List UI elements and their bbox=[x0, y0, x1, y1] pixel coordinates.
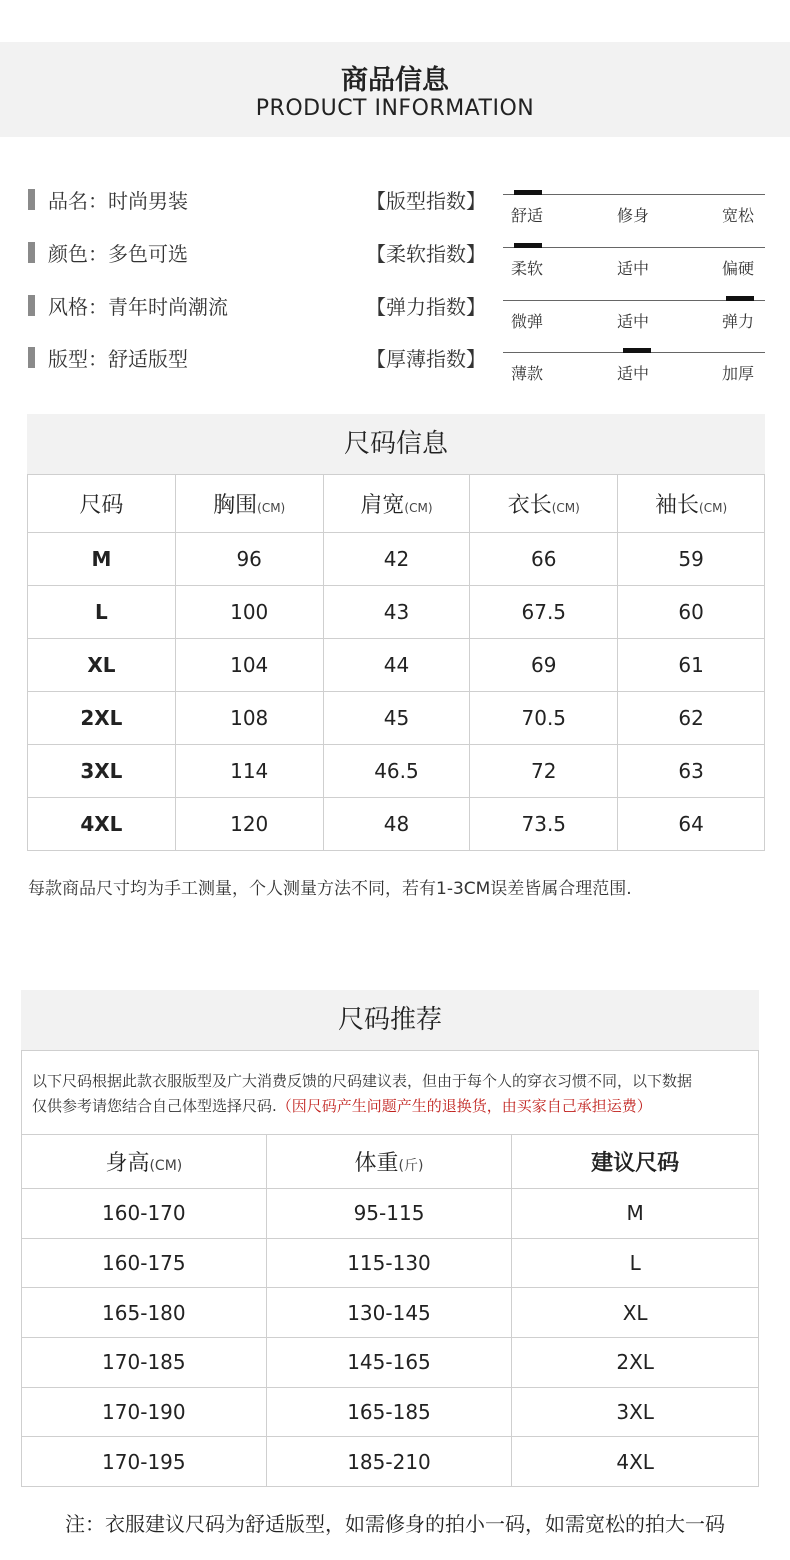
size-cell: 4XL bbox=[28, 798, 176, 851]
measure-cell: 43 bbox=[323, 586, 470, 639]
measure-cell: 45 bbox=[323, 692, 470, 745]
col-header-weight: 体重(斤) bbox=[266, 1135, 512, 1189]
info-row bbox=[0, 289, 790, 329]
suggested-size-cell: XL bbox=[512, 1288, 759, 1338]
table-row bbox=[28, 745, 765, 798]
col-header-size: 尺码 bbox=[28, 475, 176, 533]
col-header-chest: 胸围(CM) bbox=[175, 475, 323, 533]
scale-line bbox=[503, 194, 765, 195]
size-cell: XL bbox=[28, 639, 176, 692]
page-subtitle: PRODUCT INFORMATION bbox=[255, 96, 535, 121]
recommend-description bbox=[21, 1050, 759, 1134]
size-table bbox=[27, 474, 765, 851]
table-row bbox=[22, 1189, 759, 1239]
scale-label: 宽松 bbox=[722, 206, 755, 225]
scale-label: 适中 bbox=[617, 364, 650, 383]
measure-cell: 64 bbox=[618, 798, 765, 851]
measure-cell: 96 bbox=[175, 533, 323, 586]
height-cell: 170-185 bbox=[22, 1338, 267, 1388]
index-title: 【厚薄指数】 bbox=[366, 347, 486, 371]
height-cell: 170-195 bbox=[22, 1437, 267, 1487]
height-cell: 170-190 bbox=[22, 1387, 267, 1437]
scale-selected-marker bbox=[514, 243, 542, 248]
table-row bbox=[28, 533, 765, 586]
measure-cell: 72 bbox=[470, 745, 618, 798]
suggested-size-cell: 4XL bbox=[512, 1437, 759, 1487]
scale-label: 修身 bbox=[617, 206, 650, 225]
table-row bbox=[28, 586, 765, 639]
measure-cell: 44 bbox=[323, 639, 470, 692]
measure-cell: 114 bbox=[175, 745, 323, 798]
measure-cell: 60 bbox=[618, 586, 765, 639]
scale-label: 薄款 bbox=[511, 364, 544, 383]
measure-cell: 63 bbox=[618, 745, 765, 798]
size-note: 每款商品尺寸均为手工测量，个人测量方法不同，若有1-3CM误差皆属合理范围. bbox=[28, 879, 632, 899]
recommend-desc-line2: 仅供参考请您结合自己体型选择尺码.（因尺码产生问题产生的退换货，由买家自己承担运费） bbox=[32, 1097, 652, 1115]
info-bar-marker bbox=[28, 242, 35, 263]
weight-cell: 95-115 bbox=[266, 1189, 512, 1239]
fit-note: 注：衣服建议尺码为舒适版型，如需修身的拍小一码，如需宽松的拍大一码 bbox=[65, 1512, 725, 1536]
size-cell: 3XL bbox=[28, 745, 176, 798]
scale-label: 微弹 bbox=[511, 312, 544, 331]
measure-cell: 67.5 bbox=[470, 586, 618, 639]
measure-cell: 73.5 bbox=[470, 798, 618, 851]
recommend-desc-warning: （因尺码产生问题产生的退换货，由买家自己承担运费） bbox=[276, 1097, 652, 1115]
col-header-sleeve: 袖长(CM) bbox=[618, 475, 765, 533]
measure-cell: 59 bbox=[618, 533, 765, 586]
measure-cell: 62 bbox=[618, 692, 765, 745]
info-text bbox=[48, 291, 228, 320]
recommend-desc-line1: 以下尺码根据此款衣服版型及广大消费反馈的尺码建议表，但由于每个人的穿衣习惯不同，以下数据 bbox=[32, 1072, 693, 1090]
measure-cell: 108 bbox=[175, 692, 323, 745]
measure-cell: 120 bbox=[175, 798, 323, 851]
info-label: 版型： bbox=[48, 347, 108, 371]
height-cell: 160-175 bbox=[22, 1238, 267, 1288]
info-label: 颜色： bbox=[48, 242, 108, 266]
measure-cell: 46.5 bbox=[323, 745, 470, 798]
size-cell: M bbox=[28, 533, 176, 586]
size-info-title: 尺码信息 bbox=[27, 414, 765, 474]
weight-cell: 115-130 bbox=[266, 1238, 512, 1288]
col-header-suggested-size: 建议尺码 bbox=[512, 1135, 759, 1189]
measure-cell: 42 bbox=[323, 533, 470, 586]
measure-cell: 100 bbox=[175, 586, 323, 639]
height-cell: 160-170 bbox=[22, 1189, 267, 1239]
table-row bbox=[28, 692, 765, 745]
recommend-title: 尺码推荐 bbox=[21, 990, 759, 1050]
info-label: 风格： bbox=[48, 295, 108, 319]
weight-cell: 145-165 bbox=[266, 1338, 512, 1388]
scale-selected-marker bbox=[726, 296, 754, 301]
suggested-size-cell: L bbox=[512, 1238, 759, 1288]
col-header-height: 身高(CM) bbox=[22, 1135, 267, 1189]
info-bar-marker bbox=[28, 189, 35, 210]
info-row bbox=[0, 236, 790, 276]
suggested-size-cell: 3XL bbox=[512, 1387, 759, 1437]
index-title: 【版型指数】 bbox=[366, 189, 486, 213]
info-text bbox=[48, 343, 188, 372]
measure-cell: 66 bbox=[470, 533, 618, 586]
size-cell: 2XL bbox=[28, 692, 176, 745]
scale-label: 适中 bbox=[617, 259, 650, 278]
scale-label: 偏硬 bbox=[722, 259, 755, 278]
info-value: 青年时尚潮流 bbox=[108, 295, 228, 319]
table-row bbox=[22, 1338, 759, 1388]
scale-label: 适中 bbox=[617, 312, 650, 331]
measure-cell: 61 bbox=[618, 639, 765, 692]
recommend-table-header bbox=[22, 1135, 759, 1189]
page-title: 商品信息 bbox=[341, 65, 449, 96]
scale-label: 舒适 bbox=[511, 206, 544, 225]
scale-selected-marker bbox=[623, 348, 651, 353]
table-row bbox=[22, 1288, 759, 1338]
measure-cell: 104 bbox=[175, 639, 323, 692]
info-bar-marker bbox=[28, 347, 35, 368]
suggested-size-cell: 2XL bbox=[512, 1338, 759, 1388]
weight-cell: 185-210 bbox=[266, 1437, 512, 1487]
recommend-table bbox=[21, 1134, 759, 1487]
info-value: 多色可选 bbox=[108, 242, 188, 266]
table-row bbox=[22, 1387, 759, 1437]
height-cell: 165-180 bbox=[22, 1288, 267, 1338]
info-text bbox=[48, 185, 188, 214]
measure-cell: 70.5 bbox=[470, 692, 618, 745]
table-row bbox=[22, 1437, 759, 1487]
weight-cell: 130-145 bbox=[266, 1288, 512, 1338]
info-text bbox=[48, 238, 188, 267]
col-header-shoulder: 肩宽(CM) bbox=[323, 475, 470, 533]
size-cell: L bbox=[28, 586, 176, 639]
info-value: 时尚男装 bbox=[108, 189, 188, 213]
size-table-header bbox=[28, 475, 765, 533]
info-label: 品名： bbox=[48, 189, 108, 213]
scale-label: 弹力 bbox=[722, 312, 755, 331]
index-title: 【弹力指数】 bbox=[366, 295, 486, 319]
scale-line bbox=[503, 247, 765, 248]
info-row bbox=[0, 341, 790, 381]
suggested-size-cell: M bbox=[512, 1189, 759, 1239]
measure-cell: 48 bbox=[323, 798, 470, 851]
index-title: 【柔软指数】 bbox=[366, 242, 486, 266]
table-row bbox=[28, 798, 765, 851]
weight-cell: 165-185 bbox=[266, 1387, 512, 1437]
col-header-length: 衣长(CM) bbox=[470, 475, 618, 533]
table-row bbox=[22, 1238, 759, 1288]
info-value: 舒适版型 bbox=[108, 347, 188, 371]
scale-label: 加厚 bbox=[722, 364, 755, 383]
scale-label: 柔软 bbox=[511, 259, 544, 278]
measure-cell: 69 bbox=[470, 639, 618, 692]
info-row bbox=[0, 183, 790, 223]
scale-selected-marker bbox=[514, 190, 542, 195]
info-bar-marker bbox=[28, 295, 35, 316]
table-row bbox=[28, 639, 765, 692]
